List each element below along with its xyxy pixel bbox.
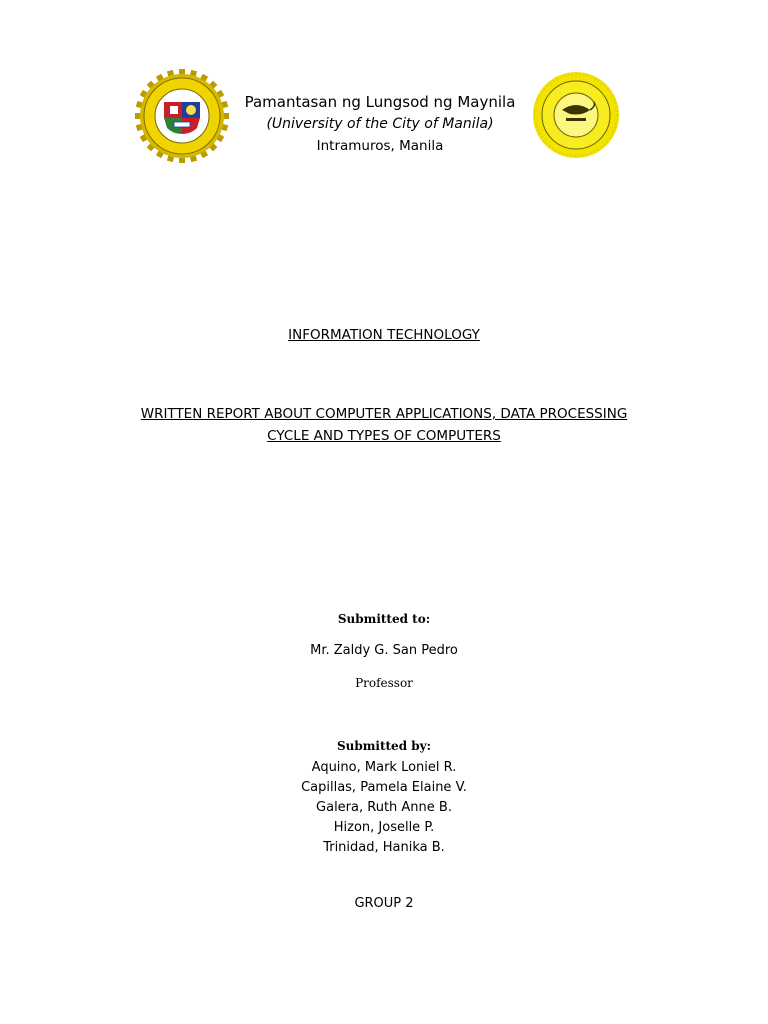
university-location: Intramuros, Manila [316,138,444,154]
university-header [240,92,520,157]
list-item: Capillas, Pamela Elaine V. [301,780,467,795]
professor-name: Mr. Zaldy G. San Pedro [310,643,458,658]
course-title-row [0,324,768,343]
list-item: Trinidad, Hanika B. [323,840,445,855]
report-title-line2-row [0,425,768,444]
plm-seal-icon [134,68,230,164]
professor-role: Professor [355,676,413,690]
report-title-line2: CYCLE AND TYPES OF COMPUTERS [267,428,501,444]
course-title: INFORMATION TECHNOLOGY [288,327,480,343]
list-item: Aquino, Mark Loniel R. [311,760,457,775]
group-label: GROUP 2 [354,896,414,911]
submitted-by-label: Submitted by: [336,739,432,753]
list-item: Hizon, Joselle P. [333,820,435,835]
list-item: Galera, Ruth Anne B. [316,800,452,815]
report-title-line1-row [0,403,768,422]
member-list [0,758,768,858]
submitted-to-label: Submitted to: [337,612,431,626]
report-title-line1: WRITTEN REPORT ABOUT COMPUTER APPLICATIONS, DATA PROCESSING [140,406,628,422]
nursing-seal-icon [530,70,622,160]
university-name: Pamantasan ng Lungsod ng Maynila [244,93,516,111]
university-english-name: (University of the City of Manila) [266,116,494,132]
